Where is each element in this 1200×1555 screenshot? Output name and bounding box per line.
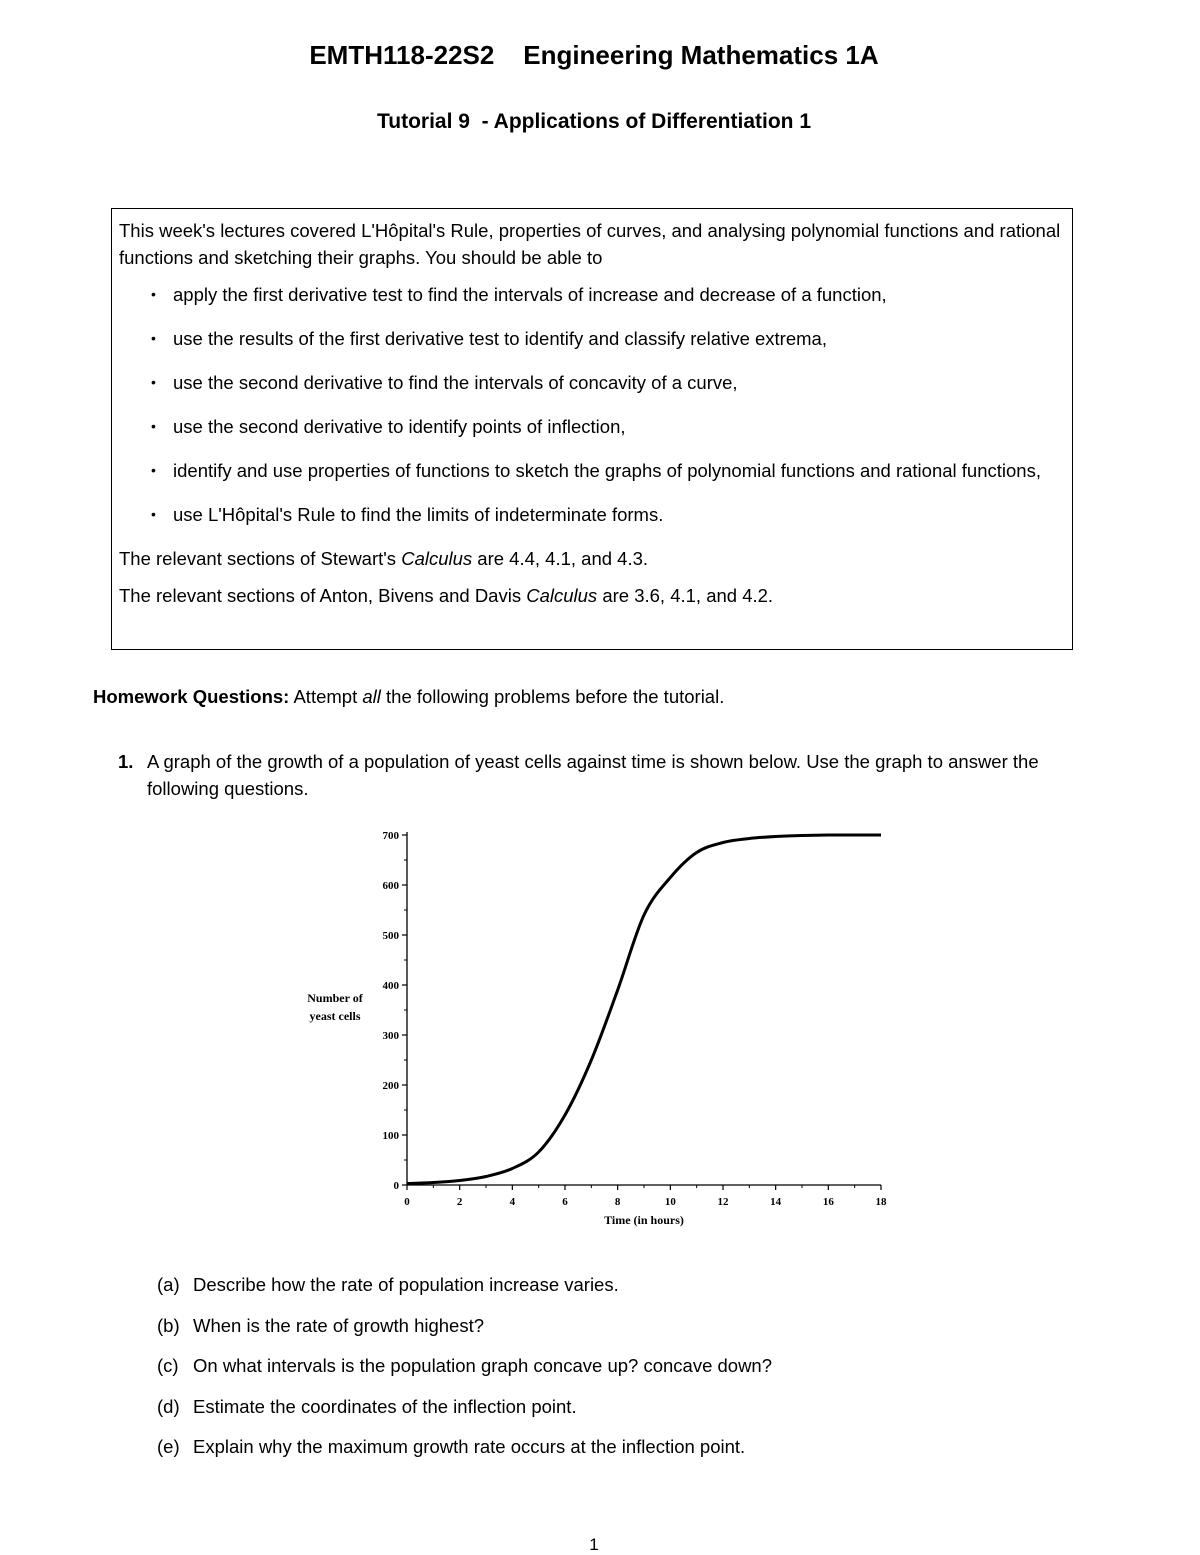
y-tick-label: 500 <box>382 930 399 942</box>
list-item <box>119 457 1065 484</box>
x-tick-label: 12 <box>717 1196 729 1208</box>
question-number: 1. <box>118 751 134 772</box>
stewart-sections <box>119 545 1065 572</box>
objectives-intro: This week's lectures covered L'Hôpital's Rule, properties of curves, and analysing polynomial functions and rational functions and sketching their graphs. You should be able to <box>119 220 1061 268</box>
stewart-text-after: are 4.4, 4.1, and 4.3. <box>472 548 649 569</box>
objective-text: use the second derivative to identify points of inflection, <box>173 416 626 437</box>
question-parts <box>157 1273 772 1476</box>
list-item <box>119 501 1065 528</box>
x-axis-label: Time (in hours) <box>604 1213 684 1227</box>
list-item <box>119 325 1065 352</box>
part-label: (b) <box>157 1314 180 1336</box>
objective-text: identify and use properties of functions to sketch the graphs of polynomial functions and rational functions, <box>173 460 1041 481</box>
part-label: (a) <box>157 1274 180 1295</box>
question-part-a <box>157 1273 772 1297</box>
part-label: (d) <box>157 1395 180 1417</box>
y-tick-label: 200 <box>382 1080 399 1092</box>
question-part-b <box>157 1314 772 1338</box>
x-tick-label: 6 <box>562 1196 568 1208</box>
homework-label: Homework Questions: <box>93 686 290 707</box>
anton-text-before: The relevant sections of Anton, Bivens and Davis <box>119 585 527 606</box>
question-text: A graph of the growth of a population of yeast cells against time is shown below. Use the graph to answer the following questions. <box>147 751 1039 799</box>
part-label: (e) <box>157 1436 180 1457</box>
x-tick-label: 8 <box>614 1196 621 1208</box>
part-text: Estimate the coordinates of the inflection point. <box>193 1395 577 1417</box>
part-text: When is the rate of growth highest? <box>193 1314 485 1336</box>
part-label: (c) <box>157 1355 179 1376</box>
stewart-book-title: Calculus <box>401 548 473 569</box>
anton-book-title: Calculus <box>526 585 598 606</box>
course-title: EMTH118-22S2 Engineering Mathematics 1A <box>309 40 879 70</box>
y-axis-label-line: Number of <box>307 991 363 1005</box>
anton-text-after: are 3.6, 4.1, and 4.2. <box>597 585 774 606</box>
x-tick-label: 2 <box>456 1196 463 1208</box>
homework-emphasis: all <box>362 686 381 707</box>
question-part-e <box>157 1435 772 1459</box>
y-tick-label: 300 <box>382 1030 399 1042</box>
y-tick-label: 600 <box>382 880 399 892</box>
bullet-icon: • <box>151 462 156 478</box>
bullet-icon: • <box>151 418 156 434</box>
homework-instructions <box>93 686 724 708</box>
y-tick-label: 0 <box>393 1180 399 1192</box>
part-text: On what intervals is the population graph concave up? concave down? <box>193 1355 773 1376</box>
bullet-icon: • <box>151 374 156 390</box>
question-1 <box>118 748 1098 802</box>
tutorial-title: Tutorial 9 - Applications of Differentiation 1 <box>376 110 812 133</box>
bullet-icon: • <box>151 506 156 522</box>
x-tick-label: 0 <box>404 1196 410 1208</box>
x-tick-label: 4 <box>509 1196 516 1208</box>
question-part-c <box>157 1354 772 1378</box>
x-tick-label: 16 <box>822 1196 834 1208</box>
objectives-box <box>111 208 1073 650</box>
x-tick-label: 10 <box>664 1196 676 1208</box>
stewart-text-before: The relevant sections of Stewart's <box>119 548 402 569</box>
part-text: Explain why the maximum growth rate occurs at the inflection point. <box>193 1436 746 1457</box>
x-tick-label: 18 <box>875 1196 887 1208</box>
yeast-growth-chart <box>290 820 900 1240</box>
homework-text-after: the following problems before the tutorial. <box>380 686 725 707</box>
bullet-icon: • <box>151 330 156 346</box>
part-text: Describe how the rate of population increase varies. <box>193 1274 619 1295</box>
objectives-list <box>119 281 1065 528</box>
series-line <box>407 835 881 1184</box>
page-number: 1 <box>589 1535 599 1554</box>
y-tick-label: 100 <box>382 1130 399 1142</box>
list-item <box>119 281 1065 308</box>
objective-text: apply the first derivative test to find the intervals of increase and decrease of a function, <box>173 284 887 305</box>
list-item <box>119 369 1065 396</box>
y-axis-label <box>307 991 363 1023</box>
objective-text: use the results of the first derivative test to identify and classify relative extrema, <box>173 328 827 349</box>
x-tick-label: 14 <box>770 1196 782 1208</box>
homework-text-before: Attempt <box>289 686 363 707</box>
anton-sections <box>119 582 1065 609</box>
objective-text: use L'Hôpital's Rule to find the limits of indeterminate forms. <box>173 504 664 525</box>
y-tick-label: 400 <box>382 980 399 992</box>
y-tick-label: 700 <box>382 830 399 842</box>
list-item <box>119 413 1065 440</box>
question-part-d <box>157 1395 772 1419</box>
y-axis-label-line: yeast cells <box>309 1009 361 1023</box>
bullet-icon: • <box>151 286 156 302</box>
objective-text: use the second derivative to find the intervals of concavity of a curve, <box>173 372 738 393</box>
